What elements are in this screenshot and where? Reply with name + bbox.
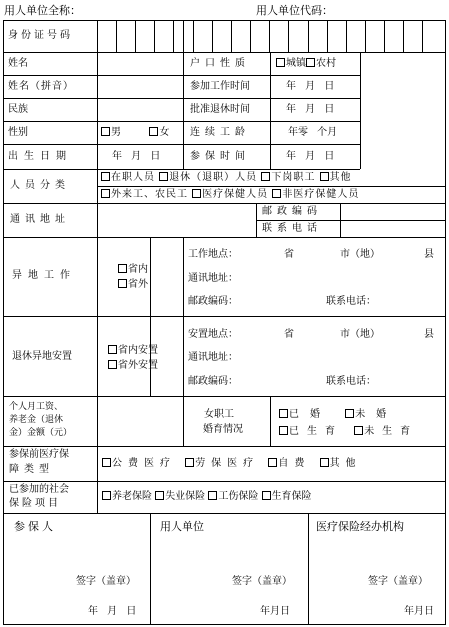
work-start-label: 参加工作时间 bbox=[190, 81, 250, 92]
retire-remote-province: 省 bbox=[284, 329, 294, 340]
category-retired-checkbox[interactable] bbox=[159, 172, 168, 181]
gender-female-checkbox[interactable] bbox=[149, 127, 158, 136]
public-medical-checkbox[interactable] bbox=[102, 458, 111, 467]
insured-time-value: 年 月 日 bbox=[286, 151, 335, 162]
insured-signature-date: 年 月 日 bbox=[88, 606, 137, 617]
category-migrant-checkbox[interactable] bbox=[101, 189, 110, 198]
remote-work-place-label: 工作地点： bbox=[188, 249, 238, 260]
employer-signature-sign: 签字（盖章） bbox=[232, 576, 292, 587]
prior-insurance-label-line2: 障类型 bbox=[9, 464, 54, 475]
birth-date-value: 年 月 日 bbox=[112, 151, 161, 162]
continuous-service-label: 连续工龄 bbox=[190, 127, 250, 138]
retire-approval-value: 年 月 日 bbox=[286, 104, 335, 115]
unemployment-checkbox[interactable] bbox=[155, 491, 164, 500]
agency-signature-title: 医疗保险经办机构 bbox=[316, 520, 404, 533]
retire-remote-city: 市（地） bbox=[340, 329, 380, 340]
retire-remote-address-label: 通讯地址： bbox=[188, 352, 238, 363]
insured-signature-sign: 签字（盖章） bbox=[76, 576, 136, 587]
gender-male-checkbox[interactable] bbox=[101, 127, 110, 136]
joined-insurance-label-line1: 已参加的社会 bbox=[9, 484, 69, 495]
personnel-category-row2: 外来工、农民工 医疗保健人员 非医疗保健人员 bbox=[101, 189, 359, 201]
retire-remote-place-label: 安置地点： bbox=[188, 329, 238, 340]
retire-remote-out-province: 省外安置 bbox=[108, 360, 158, 372]
female-label-line1: 女职工 bbox=[204, 409, 234, 420]
category-medical-checkbox[interactable] bbox=[192, 189, 201, 198]
birth-date-label: 出生日期 bbox=[8, 151, 72, 162]
remote-in-province-checkbox[interactable] bbox=[118, 264, 127, 273]
continuous-service-value: 年零 个月 bbox=[288, 127, 338, 138]
remote-work-phone-label: 联系电话： bbox=[326, 296, 376, 307]
prior-insurance-label-line1: 参保前医疗保 bbox=[9, 449, 69, 460]
address-phone-label: 联系电话 bbox=[262, 223, 322, 234]
category-other-checkbox[interactable] bbox=[320, 172, 329, 181]
remote-work-label: 异地工作 bbox=[12, 270, 76, 281]
employer-signature-date: 年月日 bbox=[260, 606, 290, 617]
ethnicity-label: 民族 bbox=[8, 104, 28, 115]
personnel-category-row1: 在职人员 退休（退职）人员 下岗职工 其他 bbox=[101, 172, 352, 184]
work-injury-checkbox[interactable] bbox=[208, 491, 217, 500]
personnel-category-label: 人员分类 bbox=[10, 180, 70, 191]
prior-insurance-options: 公费医疗 劳保医疗 自费 其他 bbox=[102, 458, 362, 470]
name-pinyin-label: 姓名（拼音） bbox=[8, 81, 74, 92]
retire-approval-label: 批准退休时间 bbox=[190, 104, 250, 115]
hukou-label: 户口性质 bbox=[190, 58, 250, 69]
agency-signature-date: 年月日 bbox=[404, 606, 434, 617]
female-label-line2: 婚育情况 bbox=[203, 424, 243, 435]
address-postcode-label: 邮政编码 bbox=[262, 206, 322, 217]
gender-options: 男 女 bbox=[101, 127, 169, 139]
address-label: 通讯地址 bbox=[10, 214, 70, 225]
labor-medical-checkbox[interactable] bbox=[185, 458, 194, 467]
employer-code-label: 用人单位代码： bbox=[256, 4, 333, 17]
given-birth-checkbox[interactable] bbox=[279, 426, 288, 435]
remote-work-province: 省 bbox=[284, 249, 294, 260]
wage-label-line1: 个人月工资、 bbox=[9, 402, 64, 412]
wage-label-line2: 养老金（退休 bbox=[9, 415, 64, 425]
retire-remote-phone-label: 联系电话： bbox=[326, 376, 376, 387]
married-checkbox[interactable] bbox=[279, 409, 288, 418]
maternity-checkbox[interactable] bbox=[262, 491, 271, 500]
unmarried-checkbox[interactable] bbox=[345, 409, 354, 418]
retire-remote-in-province: 省内安置 bbox=[108, 345, 158, 357]
retire-remote-label: 退休异地安置 bbox=[12, 351, 72, 362]
remote-work-address-label: 通讯地址： bbox=[188, 273, 238, 284]
retire-remote-county: 县 bbox=[424, 329, 434, 340]
insured-time-label: 参保时间 bbox=[190, 151, 250, 162]
remote-work-city: 市（地） bbox=[340, 249, 380, 260]
prior-other-checkbox[interactable] bbox=[320, 458, 329, 467]
retire-out-province-checkbox[interactable] bbox=[108, 360, 117, 369]
pension-checkbox[interactable] bbox=[102, 491, 111, 500]
category-laid-off-checkbox[interactable] bbox=[261, 172, 270, 181]
retire-remote-postcode-label: 邮政编码： bbox=[188, 376, 238, 387]
retire-in-province-checkbox[interactable] bbox=[108, 345, 117, 354]
gender-label: 性别 bbox=[8, 127, 28, 138]
employer-name-label: 用人单位全称： bbox=[4, 4, 81, 17]
name-label: 姓名 bbox=[8, 58, 28, 69]
birth-options: 已生育 未生育 bbox=[279, 426, 418, 438]
category-non-medical-checkbox[interactable] bbox=[272, 189, 281, 198]
employer-signature-title: 用人单位 bbox=[160, 520, 204, 533]
category-employed-checkbox[interactable] bbox=[101, 172, 110, 181]
remote-work-postcode-label: 邮政编码： bbox=[188, 296, 238, 307]
not-given-birth-checkbox[interactable] bbox=[354, 426, 363, 435]
remote-work-county: 县 bbox=[424, 249, 434, 260]
hukou-options: 城镇 农村 bbox=[276, 58, 336, 70]
hukou-rural-checkbox[interactable] bbox=[306, 58, 315, 67]
remote-work-out-province: 省外 bbox=[118, 279, 148, 291]
marriage-options: 已婚 未婚 bbox=[279, 409, 397, 421]
agency-signature-sign: 签字（盖章） bbox=[368, 576, 428, 587]
insured-signature-title: 参保人 bbox=[14, 520, 56, 533]
hukou-urban-checkbox[interactable] bbox=[276, 58, 285, 67]
work-start-value: 年 月 日 bbox=[286, 81, 335, 92]
joined-insurance-label-line2: 保险项目 bbox=[9, 498, 61, 509]
id-number-label: 身份证号码 bbox=[8, 30, 73, 41]
wage-label-line3: 金）金额（元） bbox=[9, 428, 73, 438]
remote-work-in-province: 省内 bbox=[118, 264, 148, 276]
self-pay-checkbox[interactable] bbox=[268, 458, 277, 467]
remote-out-province-checkbox[interactable] bbox=[118, 279, 127, 288]
joined-insurance-options: 养老保险 失业保险 工伤保险 生育保险 bbox=[102, 491, 312, 503]
